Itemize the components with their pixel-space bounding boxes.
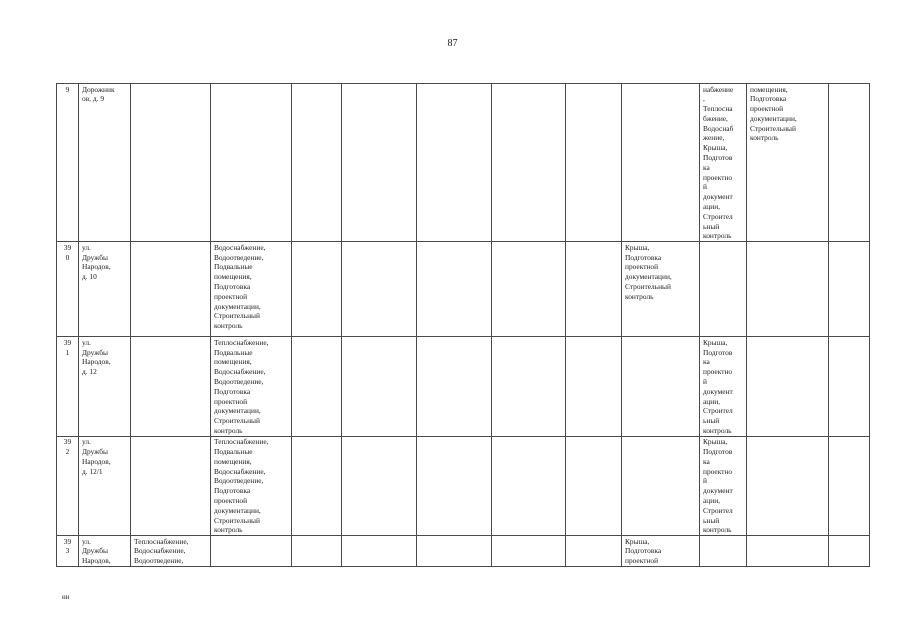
work-cell: Крыша, Подготов ка проектно й документ ации, Строител ьный контроль — [700, 436, 747, 535]
work-cell: Крыша, Подготовка проектной документации, Строительный контроль — [622, 242, 700, 337]
work-cell: Теплоснабжение, Подвальные помещения, Водоснабжение, Водоотведение, Подготовка проектной документации, Строительный контроль — [211, 436, 292, 535]
address-cell: ул. Дружбы Народов, д. 12/1 — [79, 436, 131, 535]
row-number-cell: 9 — [57, 84, 79, 242]
work-cell — [747, 436, 829, 535]
work-cell — [292, 436, 342, 535]
work-cell — [417, 84, 492, 242]
table-row — [57, 242, 870, 337]
work-cell — [342, 337, 417, 436]
work-cell: Теплоснабжение, Водоснабжение, Водоотведение, — [131, 536, 211, 567]
work-cell — [211, 84, 292, 242]
work-cell — [211, 536, 292, 567]
work-cell — [342, 536, 417, 567]
work-cell — [747, 536, 829, 567]
work-cell: Крыша, Подготовка проектной — [622, 536, 700, 567]
address-cell: ул. Дружбы Народов, д. 10 — [79, 242, 131, 337]
table-row — [57, 436, 870, 535]
work-cell: помещения, Подготовка проектной документации, Строительный контроль — [747, 84, 829, 242]
work-cell — [342, 84, 417, 242]
row-number-cell: 39 2 — [57, 436, 79, 535]
work-cell: набжение , Теплосна бжение, Водоснаб жение, Крыша, Подготов ка проектно й документ ации, Строител ьный контроль — [700, 84, 747, 242]
table-row — [57, 84, 870, 242]
table-row — [57, 536, 870, 567]
work-cell — [492, 436, 566, 535]
row-number-cell: 39 1 — [57, 337, 79, 436]
work-cell — [566, 337, 622, 436]
work-cell — [747, 242, 829, 337]
work-cell — [566, 536, 622, 567]
work-cell — [566, 436, 622, 535]
works-table — [56, 83, 870, 567]
address-cell: Дорожник ов, д. 9 — [79, 84, 131, 242]
work-cell — [492, 242, 566, 337]
work-cell — [492, 337, 566, 436]
work-cell — [829, 242, 870, 337]
work-cell — [417, 242, 492, 337]
work-cell — [292, 536, 342, 567]
work-cell — [622, 337, 700, 436]
work-cell — [700, 242, 747, 337]
work-cell — [292, 84, 342, 242]
row-number-cell: 39 0 — [57, 242, 79, 337]
work-cell — [292, 337, 342, 436]
work-cell — [492, 536, 566, 567]
work-cell — [829, 536, 870, 567]
work-cell — [292, 242, 342, 337]
work-cell: Теплоснабжение, Подвальные помещения, Водоснабжение, Водоотведение, Подготовка проектной документации, Строительный контроль — [211, 337, 292, 436]
table-row — [57, 337, 870, 436]
work-cell — [417, 436, 492, 535]
address-cell: ул. Дружбы Народов, д. 12 — [79, 337, 131, 436]
page-number: 87 — [447, 38, 458, 49]
work-cell — [131, 436, 211, 535]
work-cell — [492, 84, 566, 242]
work-cell — [829, 337, 870, 436]
work-cell — [747, 337, 829, 436]
work-cell — [566, 242, 622, 337]
work-cell — [566, 84, 622, 242]
work-cell: Крыша, Подготов ка проектно й документ ации, Строител ьный контроль — [700, 337, 747, 436]
address-cell: ул. Дружбы Народов, — [79, 536, 131, 567]
work-cell — [417, 337, 492, 436]
work-cell — [829, 84, 870, 242]
table-body — [57, 84, 870, 567]
work-cell — [622, 84, 700, 242]
footer-mark: нн — [62, 593, 70, 601]
row-number-cell: 39 3 — [57, 536, 79, 567]
work-cell: Водоснабжение, Водоотведение, Подвальные помещения, Подготовка проектной документации, Строительный контроль — [211, 242, 292, 337]
work-cell — [342, 436, 417, 535]
work-cell — [829, 436, 870, 535]
work-cell — [700, 536, 747, 567]
work-cell — [131, 84, 211, 242]
work-cell — [622, 436, 700, 535]
work-cell — [342, 242, 417, 337]
work-cell — [131, 337, 211, 436]
work-cell — [131, 242, 211, 337]
work-cell — [417, 536, 492, 567]
